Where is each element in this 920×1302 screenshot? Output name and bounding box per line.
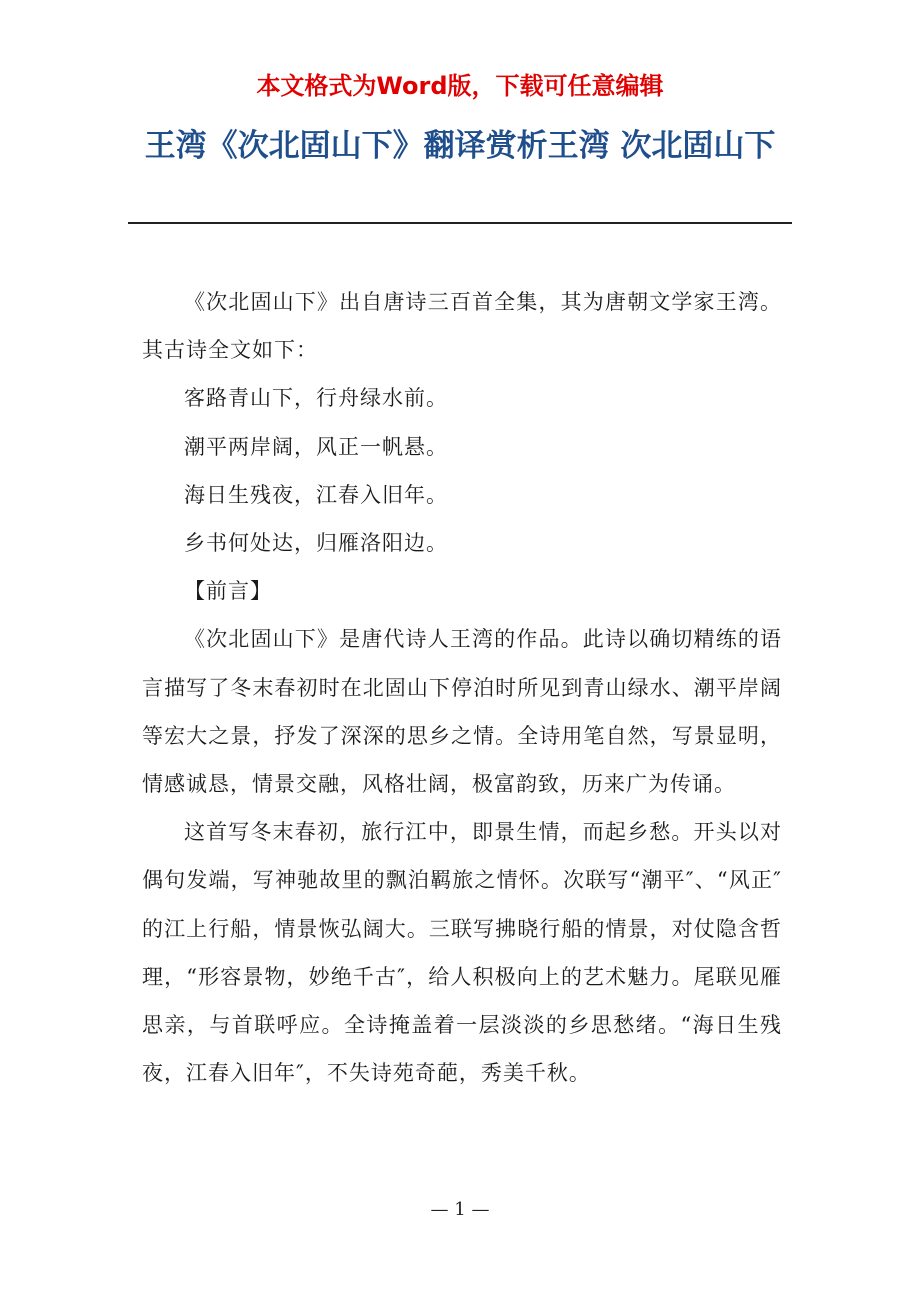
poem-line: 乡书何处达，归雁洛阳边。 <box>184 531 448 556</box>
title-divider <box>128 222 792 224</box>
poem-line: 海日生残夜，江春入旧年。 <box>184 482 448 507</box>
document-body <box>142 278 782 1097</box>
format-notice-banner: 本文格式为Word版，下载可任意编辑 <box>256 72 664 100</box>
page-number: — 1 — <box>430 1199 490 1220</box>
section-heading: 【前言】 <box>184 579 272 604</box>
preface-paragraph: 《次北固山下》是唐代诗人王湾的作品。此诗以确切精练的语言描写了冬末春初时在北固山下停泊时所见到青山绿水、潮平岸阔等宏大之景，抒发了深深的思乡之情。全诗用笔自然，写景显明，情感诚恳，情景交融，风格壮阔，极富韵致，历来广为传诵。 <box>142 627 782 797</box>
poem-line: 潮平两岸阔，风正一帆悬。 <box>184 434 448 459</box>
analysis-paragraph: 这首写冬末春初，旅行江中，即景生情，而起乡愁。开头以对偶句发端，写神驰故里的飘泊羁旅之情怀。次联写“潮平″、“风正″的江上行船，情景恢弘阔大。三联写拂晓行船的情景，对仗隐含哲理，“形容景物，妙绝千古″，给人积极向上的艺术魅力。尾联见雁思亲，与首联呼应。全诗掩盖着一层淡淡的乡思愁绪。“海日生残夜，江春入旧年″，不失诗苑奇葩，秀美千秋。 <box>142 820 782 1086</box>
document-title: 王湾《次北固山下》翻译赏析王湾 次北固山下 <box>144 128 776 164</box>
poem-line: 客路青山下，行舟绿水前。 <box>184 386 448 411</box>
intro-paragraph: 《次北固山下》出自唐诗三百首全集，其为唐朝文学家王湾。其古诗全文如下： <box>142 290 782 363</box>
